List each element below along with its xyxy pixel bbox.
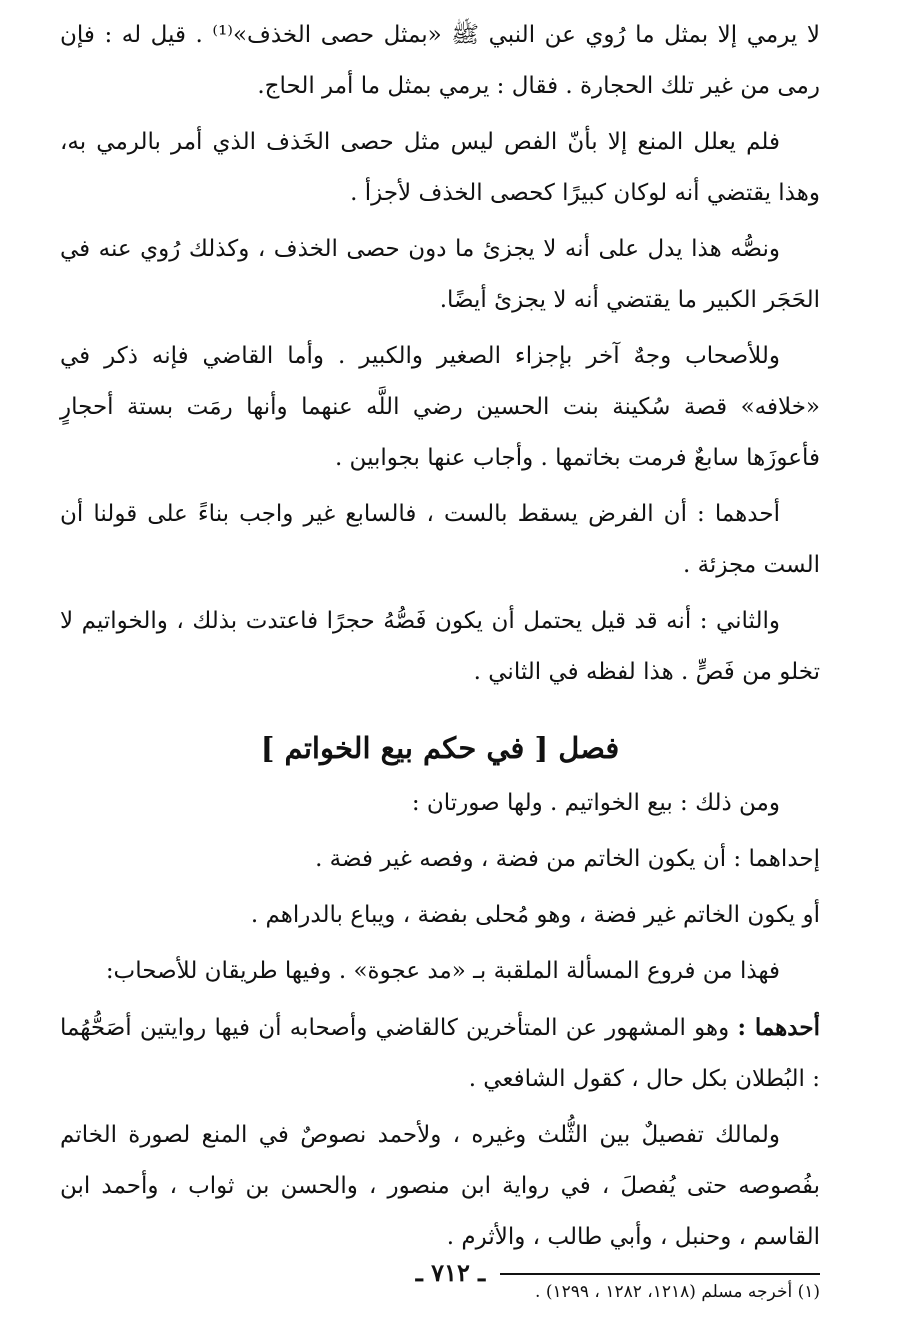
- footnote: (١) أخرجه مسلم (١٢١٨، ١٢٨٢ ، ١٢٩٩) .: [535, 1282, 820, 1302]
- paragraph-9: أو يكون الخاتم غير فضة ، وهو مُحلى بفضة ، ويباع بالدراهم .: [250, 902, 820, 928]
- paragraph-5: أحدهما : أن الفرض يسقط بالست ، فالسابع غير واجب بناءً على قولنا أن الست مجزئة .: [60, 501, 820, 578]
- paragraph-3: ونصُّه هذا يدل على أنه لا يجزئ ما دون حصى الخذف ، وكذلك رُوي عنه في الحَجَر الكبير ما يقتضي أنه لا يجزئ أيضًا.: [60, 236, 820, 313]
- page-number: ـ ٧١٢ ـ: [415, 1258, 486, 1287]
- page-body: [60, 10, 820, 1307]
- paragraph-12: ولمالك تفصيلٌ بين الثُّلث وغيره ، ولأحمد نصوصٌ في المنع لصورة الخاتم بفُصوصه حتى يُفصلَ ، في رواية ابن منصور ، والحسن بن ثواب ، وأحمد ابن القاسم ، وحنبل ، وأبي طالب ، والأثرم .: [60, 1122, 820, 1250]
- paragraph-11: [60, 1002, 820, 1105]
- section-heading: فصل [ في حكم بيع الخواتم ]: [260, 731, 620, 765]
- paragraph-1: لا يرمي إلا بمثل ما رُوي عن النبي ﷺ «بمثل حصى الخذف»⁽¹⁾ . قيل له : فإن رمى من غير تلك الحجارة . فقال : يرمي بمثل ما أمر الحاج.: [60, 22, 820, 99]
- paragraph-2: فلم يعلل المنع إلا بأنّ الفص ليس مثل حصى الخَذف الذي أمر بالرمي به، وهذا يقتضي أنه لوكان كبيرًا كحصى الخذف لأجزأ .: [60, 129, 820, 206]
- paragraph-lead-label: أحدهما :: [737, 1014, 820, 1041]
- paragraph-lead-text: وهو المشهور عن المتأخرين كالقاضي وأصحابه أن فيها روايتين أصَحُّهُما : البُطلان بكل حال ، كقول الشافعي .: [60, 1015, 820, 1092]
- paragraph-8: إحداهما : أن يكون الخاتم من فضة ، وفصه غير فضة .: [315, 846, 820, 872]
- paragraph-4: وللأصحاب وجهٌ آخر بإجزاء الصغير والكبير . وأما القاضي فإنه ذكر في «خلافه» قصة سُكينة بنت الحسين رضي اللَّه عنهما وأنها رمَت بستة أحجارٍ فأعوزَها سابعٌ فرمت بخاتمها . وأجاب عنها بجوابين .: [60, 343, 820, 471]
- paragraph-7: ومن ذلك : بيع الخواتيم . ولها صورتان :: [411, 790, 780, 816]
- paragraph-6: والثاني : أنه قد قيل يحتمل أن يكون فَصُّهُ حجرًا فاعتدت بذلك ، والخواتيم لا تخلو من فَصٍّ . هذا لفظه في الثاني .: [60, 608, 820, 685]
- paragraph-10: فهذا من فروع المسألة الملقبة بـ «مد عجوة» . وفيها طريقان للأصحاب:: [105, 958, 780, 984]
